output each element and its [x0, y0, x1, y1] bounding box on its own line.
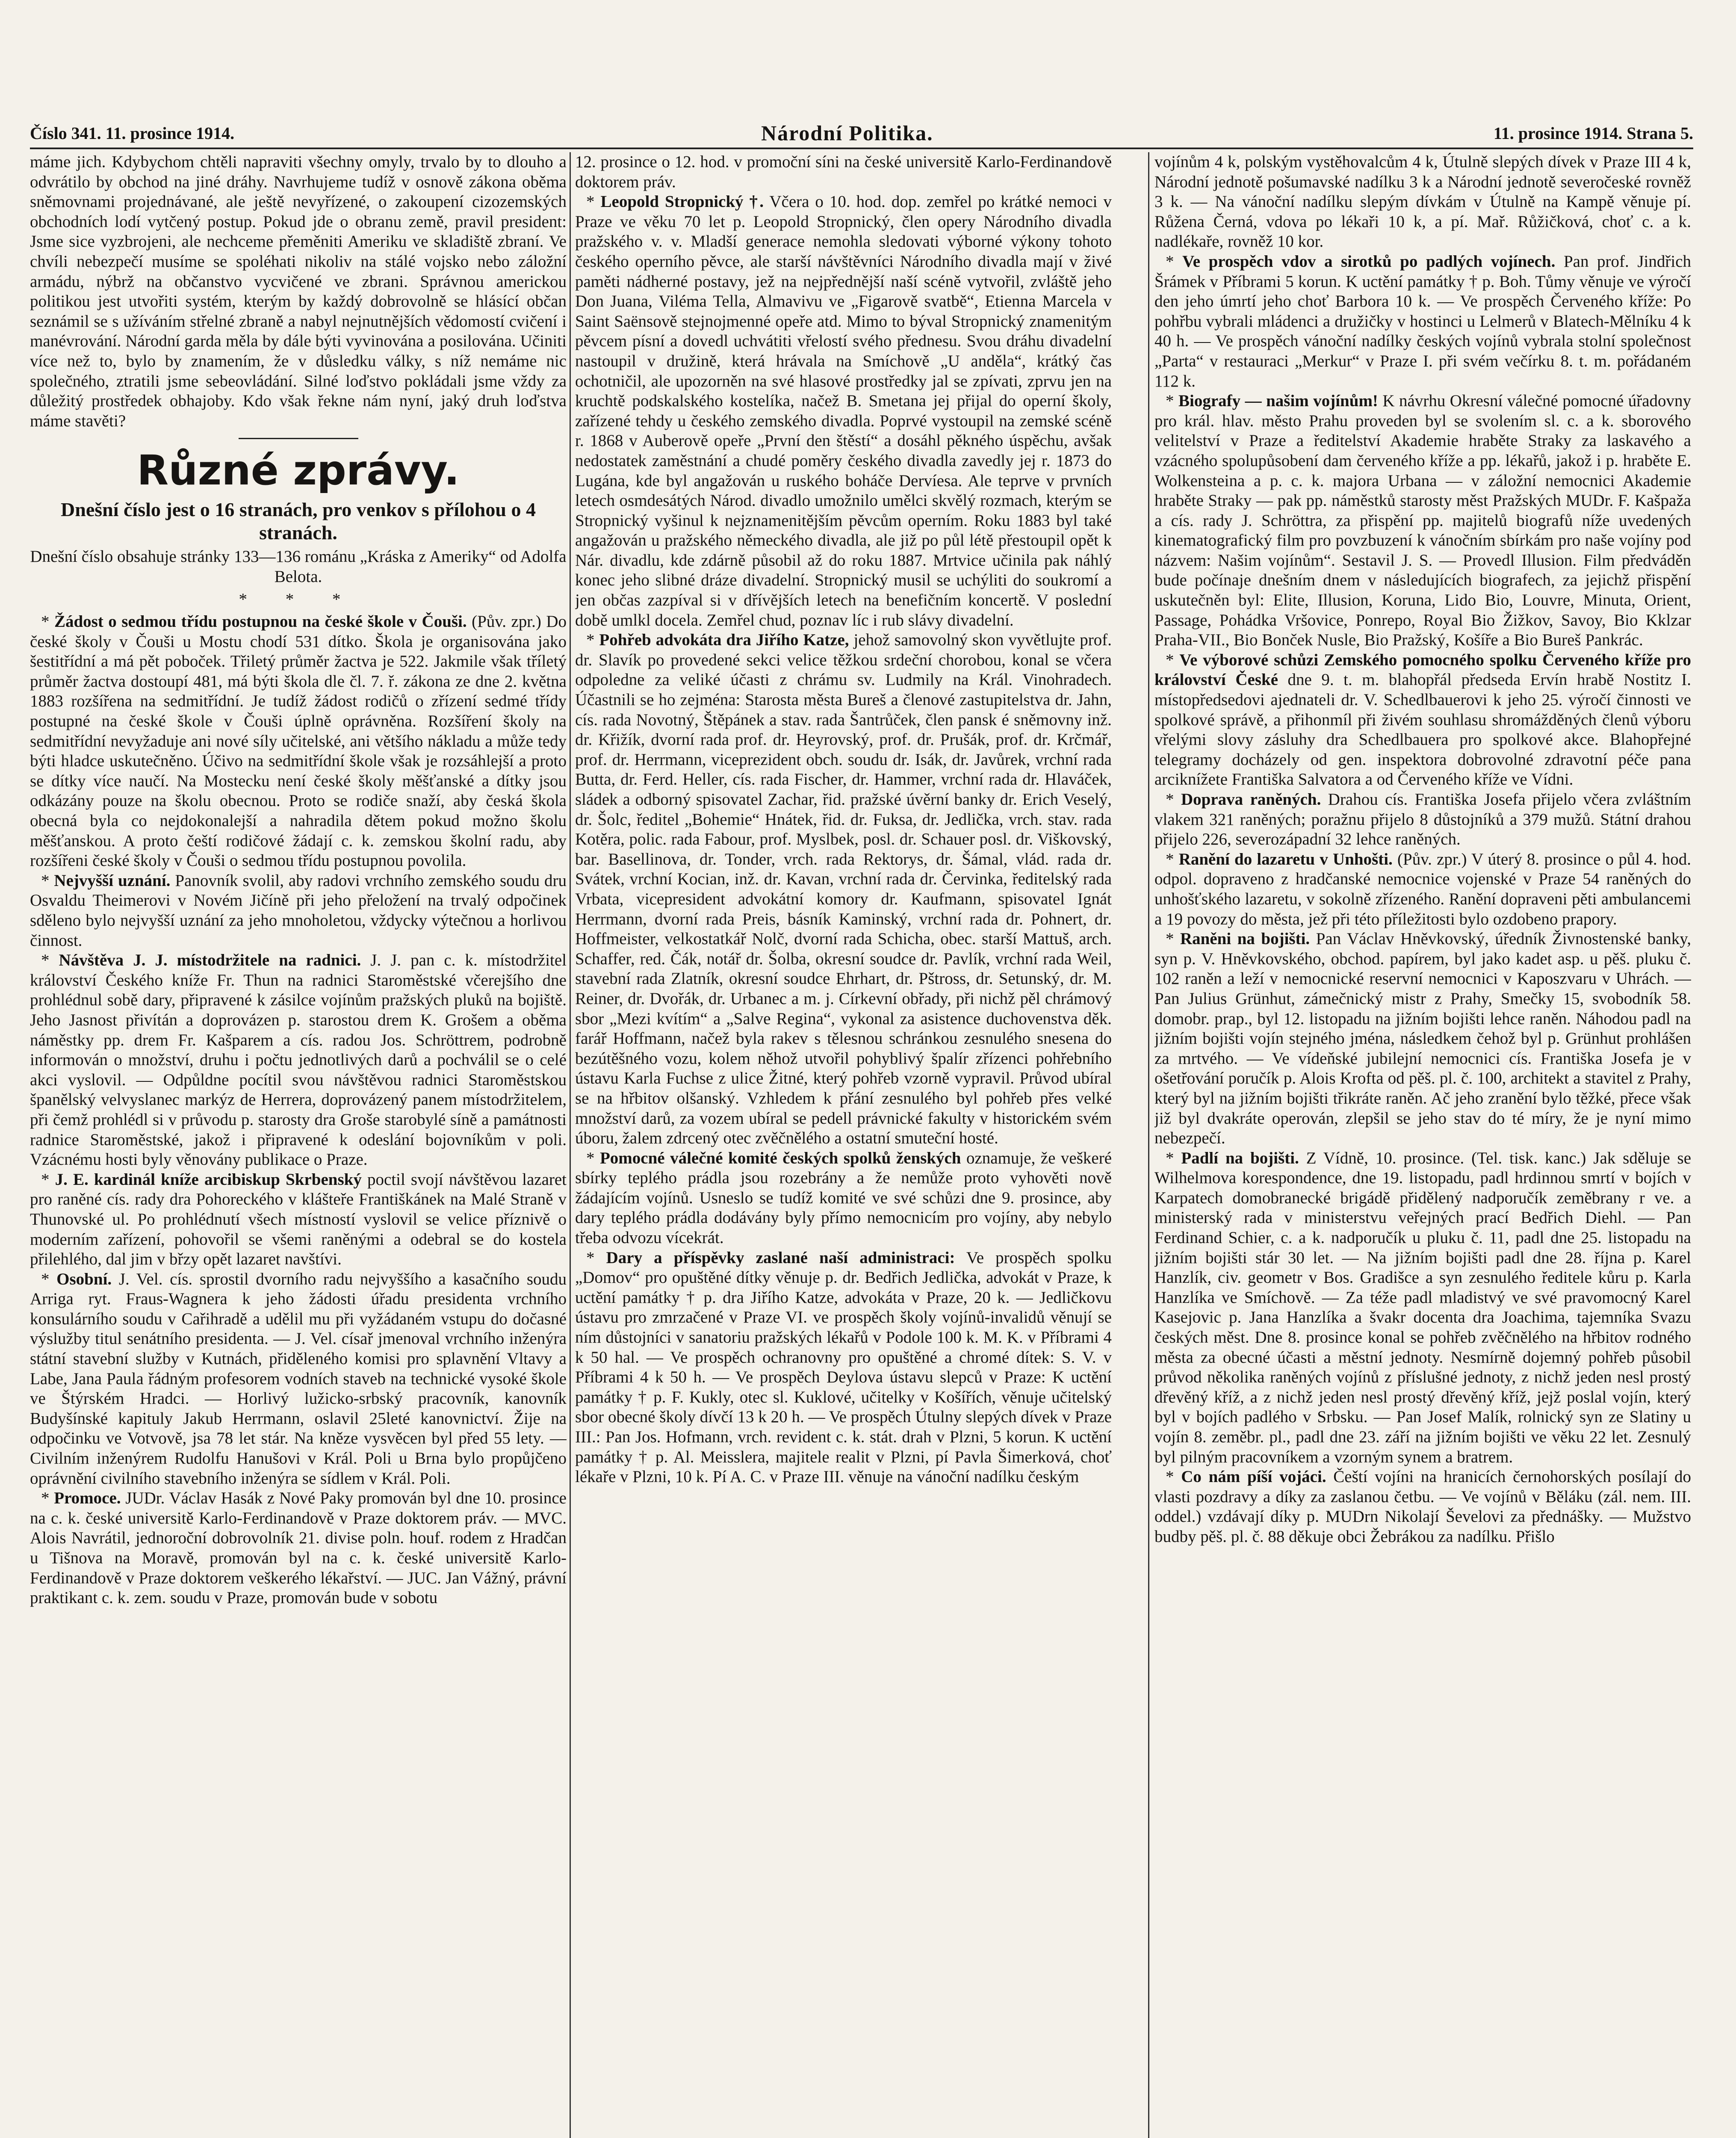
issue-number: Číslo 341. 11. prosince 1914.: [30, 124, 235, 143]
news-item: * Ve prospěch vdov a sirotků po padlých vojínech. Pan prof. Jindřich Šrámek v Příbrami 5 korun. K uctění památky † p. Boh. Tůmy věnuje ve výročí den jeho úmrtí jeho choť Barbora 10 k. — Ve prospěch Červeného kříže: Po pohřbu vybrali mládenci a družičky v hostinci u Lelmerů v Blatech-Mělníku 4 k 40 h. — Ve prospěch vánoční nadílky českých vojínů vybrala stolní společnost „Parta“ v restauraci „Merkur“ v Praze I. při svém večírku 8. t. m. pořádaném 112 k.: [1154, 252, 1691, 390]
news-item: * J. E. kardinál kníže arcibiskup Skrbenský poctil svojí návštěvou lazaret pro raněné cís. rady dra Pohoreckého v klášteře Františkánek na Malé Straně v Thunovské ul. Po prohlédnutí všech místností vyslovil se velice příznivě o moderním zařízení, pohovořil se všemi raněnými a odebral se do kostela přilehlého, dal jim v břzy opět lazaret navštívi.: [30, 1170, 567, 1269]
news-item-headline: Pomocné válečné komité českých spolků ženských: [599, 1149, 961, 1167]
news-item-headline: Ve prospěch vdov a sirotků po padlých vojínech.: [1182, 252, 1556, 271]
news-item-headline: Biografy — našim vojínům!: [1178, 392, 1378, 410]
news-item-headline: Návštěva J. J. místodržitele na radnici.: [59, 951, 361, 970]
news-item-headline: Nejvyšší uznání.: [54, 871, 171, 890]
news-item-headline: Ranění do lazaretu v Unhošti.: [1178, 850, 1393, 868]
column-divider: [570, 152, 571, 2138]
news-item: * Ranění do lazaretu v Unhošti. (Pův. zpr.) V úterý 8. prosince o půl 4. hod. odpol. dopraveno z hradčanské nemocnice vojenské v Praze 54 raněných do unhošťského lazaretu, v sokolně zřízeného. Ranění dopraveni pěti ambulancemi a 19 povozy do města, jež při této příležitosti bylo ozdobeno prapory.: [1154, 850, 1691, 928]
news-item: * Doprava raněných. Drahou cís. Františka Josefa přijelo včera zvláštním vlakem 321 raněných; poražnu přijelo 8 důstojníků a 379 mužů. Státní drahou přijelo 226, severozápadní 32 lehce raněných.: [1154, 790, 1691, 849]
separator-stars: * * *: [239, 590, 358, 608]
news-item-continuation: 12. prosince o 12. hod. v promoční síni na české universitě Karlo-Ferdinandově doktorem práv.: [575, 153, 1112, 191]
news-item-headline: Pohřeb advokáta dra Jiřího Katze,: [599, 631, 849, 650]
news-item: * Biografy — našim vojínům! K návrhu Okresní válečné pomocné úřadovny pro král. hlav. město Prahu proveden byl se svolením sl. c. a k. sborového velitelství v Praze a ředitelství Akademie hraběte Straky za laskavého a vzácného spolupůsobení dam červeného kříže a pp. lékařů, jakož i p. hraběte E. Wolkensteina a p. c. k. majora Urbana — v záložní nemocnici Akademie hraběte Straky — pak pp. náměstků starosty měst Pražských MUDr. F. Kašpaža a cís. rady J. Schröttra, za přispění pp. majitelů biografů níže uvedených kinematografický film pro povzbuzení k vánočním sbírkám pro naše vojíny pod názvem: Našim vojínům“. Sestavil J. S. — Provedl Illusion. Film předváděn bude počínaje dnešním dnem v následujících biografech, za jejichž přispění uskutečněn byl: Elite, Illusion, Koruna, Lido Bio, Louvre, Minuta, Orient, Passage, Pohádka Vršovice, Ponrepo, Royal Bio Žižkov, Savoy, Bio Kklzar Praha-VII., Bio Bonček Nusle, Bio Pražský, Košíře a Bio Bureš Pankrác.: [1154, 392, 1691, 650]
news-item: * Návštěva J. J. místodržitele na radnici. J. J. pan c. k. místodržitel království Českého kníže Fr. Thun na radnici Staroměstské včerejšího dne prohlédnul sobě dary, připravené k zásilce vojínům pražských pluků na bojiště. Jeho Jasnost přivítán a doprovázen p. starostou drem K. Grošem a oběma náměstky pp. drem Fr. Kašparem a cís. radou Jos. Schröttrem, podrobně informován o množství, druhu i počtu jednotlivých darů a pochválil se o celé akci vyslovil. — Odpůldne pocítil svou návštěvou radnici Staroměstskou španělský velvyslanec markýz de Herrera, doprovázený panem místodržitelem, při čemž prohlédl si v průvodu p. starosty dra Groše starobylé síně a památnosti radnice Staroměstské, jakož i připravené k odeslání bojovníkům v poli. Vzácnému hosti byly věnovány publikace o Praze.: [30, 951, 567, 1169]
news-item-text: K návrhu Okresní válečné pomocné úřadovny pro král. hlav. město Prahu proveden byl se svolením sl. c. a k. sborového velitelství v Praze a ředitelství Akademie hraběte Straky za laskavého a vzácného spolupůsobení dam červeného kříže a pp. lékařů, jakož i p. hraběte E. Wolkensteina a p. c. k. majora Urbana — v záložní nemocnici Akademie hraběte Straky — pak pp. náměstků starosty měst Pražských MUDr. F. Kašpaža a cís. rady J. Schröttra, za přispění pp. majitelů biografů níže uvedených kinematografický film pro povzbuzení k vánočním sbírkám pro naše vojíny pod názvem: Našim vojínům“. Sestavil J. S. — Provedl Illusion. Film předváděn bude počínaje dnešním dnem v následujících biografech, za jejichž přispění uskutečněn byl: Elite, Illusion, Koruna, Lido Bio, Louvre, Minuta, Orient, Passage, Pohádka Vršovice, Ponrepo, Royal Bio Žižkov, Savoy, Bio Kklzar Praha-VII., Bio Bonček Nusle, Bio Pražský, Košíře a Bio Bureš Pankrác.: [1154, 392, 1691, 650]
news-item-headline: Leopold Stropnický †.: [600, 192, 764, 211]
news-item-text: Včera o 10. hod. dop. zemřel po krátké nemoci v Praze ve věku 70 let p. Leopold Stropnický, člen opery Národního divadla pražského v. v. Mladší generace nemohla sledovati výborné výkony tohoto českého operního pěvce, ale starší návštěvníci Národního divadla mají v živé paměti nádherné postavy, jež na nejpřednější naší scéně vytvořil, zvláště jeho Don Juana, Viléma Tella, Almavivu ve „Figarově svatbě“, Etienna Marcela v Saint Saënsově stejnojmenné opeře atd. Mimo to býval Stropnický znamenitým pěvcem písní a dovedl uchvátiti vřelostí svého přednesu. Svou dráhu divadelní nastoupil v družině, která hrávala na Smíchově „U anděla“, krátký čas ochotničil, ale upozorněn na své hlasové prostředky jal se zpívati, zprvu jen na kruchtě podskalského kostelíka, načež B. Smetana jej přijal do operní školy, zařízené tehdy u českého zemského divadla. Poprvé vystoupil na zemské scéně r. 1868 v Auberově opeře „První den štěstí“ a dosáhl pěkného úspěchu, avšak nedostatek zaměstnání a chudé poměry českého divadla zavedly jej r. 1873 do Lugána, kde byl angažován u ruského boháče Dervíesa. Ale teprve v prvních letech osmdesátých Národ. divadlo umožnilo umělci skvělý rozmach, kterým se Stropnický vyšinul k nejznamenitějším pěvcům operním. Roku 1883 byl také angažován u pražského německého divadla, ale již po půl létě přestoupil opět k Nár. divadlu, kde zdárně působil až do roku 1887. Mrtvice učinila pak náhlý konec jeho slibné dráze divadelní. Stropnický musil se uchýliti do soukromí a jen občas zazpíval si v dřívějších letech na benefičním koncertě. V poslední době umlkl docela. Zemřel chud, poznav líc i rub slávy divadelní.: [575, 192, 1112, 629]
news-item-text: Pan prof. Jindřich Šrámek v Příbrami 5 korun. K uctění památky † p. Boh. Tůmy věnuje ve výročí den jeho úmrtí jeho choť Barbora 10 k. — Ve prospěch Červeného kříže: Po pohřbu vybrali mládenci a družičky v hostinci u Lelmerů v Blatech-Mělníku 4 k 40 h. — Ve prospěch vánoční nadílky českých vojínů vybrala stolní společnost „Parta“ v restauraci „Merkur“ v Praze I. při svém večírku 8. t. m. pořádaném 112 k.: [1154, 252, 1691, 390]
news-item-headline: Padlí na bojišti.: [1181, 1149, 1299, 1167]
column-1: [30, 152, 567, 2138]
news-item-text: J. J. pan c. k. místodržitel království Českého kníže Fr. Thun na radnici Staroměstské včerejšího dne prohlédnul sobě dary, připravené k zásilce vojínům pražských pluků na bojiště. Jeho Jasnost přivítán a doprovázen p. starostou drem K. Grošem a oběma náměstky pp. drem Fr. Kašparem a cís. radou Jos. Schröttrem, podrobně informován o množství, druhu i počtu jednotlivých darů a pochválil se o celé akci vyslovil. — Odpůldne pocítil svou návštěvou radnici Staroměstskou španělský velvyslanec markýz de Herrera, doprovázený panem místodržitelem, při čemž prohlédl si v průvodu p. starosty dra Groše starobylé síně a památnosti radnice Staroměstské, jakož i připravené k odeslání bojovníkům v poli. Vzácnému hosti byly věnovány publikace o Praze.: [30, 951, 567, 1169]
column-2: [575, 152, 1112, 2138]
news-item: * Padlí na bojišti. Z Vídně, 10. prosince. (Tel. tisk. kanc.) Jak sděluje se Wilhelmova korespondence, dne 19. listopadu, padl hrdinnou smrtí v bojích v Karpatech domobranecké brigádě přidělený nadporučík zeměbrany r ve. a ministerský rada v ministerstvu veřejných prací Bedřich Diehl. — Pan Ferdinand Schier, c. a k. nadporučík u pluku č. 11, padl dne 25. listopadu na jižním bojišti stár 30 let. — Na jižním bojišti padl dne 28. října p. Karel Hanzlík, civ. geometr v Bos. Gradišce a syn zesnulého ředitele kůru p. Karla Hanzlíka ve Smíchově. — Za téže padl mladistvý ve své pravomocný Karel Kasejovic p. Jana Hanzlíka a švakr docenta dra Joachima, tajemníka Svazu českých měst. Dne 8. prosince konal se pohřeb zvěčnělého na hřbitov rodného města za obecné účasti a městní jednoty. Nesmírně dojemný pohřeb působil průvod několika raněných vojínů z příslušné jednoty, z nichž jeden nesl prostý dřevěný kříž, a z nichž jeden nesl prostý dřevěný kříž, jejž poslal vojín, který byl v bojích padlého v Srbsku. — Pan Josef Malík, rolnický syn ze Slatiny u vojín 8. zeměbr. pl., padl dne 23. září na jižním bojišti ve věku 22 let. Zesnulý byl pilným pracovníkem a vzorným synem a bratrem.: [1154, 1149, 1691, 1466]
news-item-text: Čeští vojíni na hranicích černohorských posílají do vlasti pozdravy a díky za zaslanou četbu. — Ve vojínů v Běláku (zál. nem. III. oddel.) vzdávají díky p. MUDrn Nikolají Ševelovi za přednášky. — Mužstvo budby pěš. pl. č. 88 děkuje obci Žebrákou za nadílku. Přišlo: [1154, 1468, 1691, 1546]
news-item-text: jehož samovolný skon vyvětlujte prof. dr. Slavík po provedené sekci velice těžkou srdeční chorobou, konal se včera odpoledne za veliké účasti z chrámu sv. Ludmily na Král. Vinohradech. Účastnili se ho zejména: Starosta města Bureš a členové zastupitelstva dr. Jahn, cís. rada Novotný, Štěpánek a stav. rada Šantrůček, člen pansk é sněmovny inž. dr. Křižík, dvorní rada prof. dr. Heyrovský, prof. dr. Prušák, prof. dr. Krčmář, prof. dr. Herrmann, viceprezident obch. soudu dr. Isák, dr. Javůrek, vrchní rada Butta, dr. Ferd. Heller, cís. rada Fischer, dr. Hammer, vrchní rada dr. Hlaváček, sládek a odborný spisovatel Zachar, řid. pražské úvěrní banky dr. Erich Veselý, dr. Šolc, ředitel „Bohemie“ Hnátek, řid. dr. Fuksa, dr. Jedlička, vrch. stav. rada Kotěra, polic. rada Fabour, prof. Myslbek, posl. dr. Schauer posl. dr. Viškovský, bar. Basellinova, dr. Tonder, vrch. rada Rektorys, dr. Šámal, vlád. rada dr. Svátek, vrchní Kocian, inž. dr. Kavan, vrchní rada dr. Červinka, ředitelský rada Vrbata, vicepresident advokátní komory dr. Kaufmann, spisovatel Ignát Herrmann, dvorní rada Preis, básník Kaminský, vrchní rada dr. Pohnert, dr. Hoffmeister, velkostatkář Nolč, dvorní rada Schicha, obec. starší Mattuš, arch. Schaffer, red. Čák, notář dr. Šolba, okresní soudce dr. Pavlík, vrchní rada Weil, stavební rada Zlatník, okresní soudce Ehrhart, dr. Pštross, dr. Setunský, dr. M. Reiner, dr. Dvořák, dr. Urbanec a m. j. Církevní obřady, při nichž pěl chrámový sbor „Mezi kvítím“ a „Salve Regina“, vykonal za asistence duchovenstva děk. farář Hoffmann, načež byla rakev s tělesnou schránkou zesnulého snesena do bezútěšného vozu, kolem něhož utvořil pohyblivý špalír zřízenci pohřebního ústavu Karla Fuchse z ulice Žitné, který pohřeb vzorně vypravil. Průvod ubíral se na hřbitov olšanský. Vzhledem k přání zesnulého byl pohřeb přes velké množství darů, za vozem ubíral se pedell právnické fakulty v historickém svém úboru, žalem zdrcený otec zvěčnělého a ostatní smuteční hosté.: [575, 631, 1112, 1148]
news-item-headline: J. E. kardinál kníže arcibiskup Skrbenský: [55, 1170, 362, 1189]
news-item-headline: Doprava raněných.: [1181, 790, 1321, 809]
news-item-headline: Osobní.: [56, 1270, 112, 1288]
news-item: * Leopold Stropnický †. Včera o 10. hod. dop. zemřel po krátké nemoci v Praze ve věku 70 let p. Leopold Stropnický, člen opery Národního divadla pražského v. v. Mladší generace nemohla sledovati výborné výkony tohoto českého operního pěvce, ale starší návštěvníci Národního divadla mají v živé paměti nádherné postavy, jež na nejpřednější naší scéně vytvořil, zvláště jeho Don Juana, Viléma Tella, Almavivu ve „Figarově svatbě“, Etienna Marcela v Saint Saënsově stejnojmenné opeře atd. Mimo to býval Stropnický znamenitým pěvcem písní a dovedl uchvátiti vřelostí svého přednesu. Svou dráhu divadelní nastoupil v družině, která hrávala na Smíchově „U anděla“, krátký čas ochotničil, ale upozorněn na své hlasové prostředky jal se zpívati, zprvu jen na kruchtě podskalského kostelíka, načež B. Smetana jej přijal do operní školy, zařízené tehdy u českého zemského divadla. Poprvé vystoupil na zemské scéně r. 1868 v Auberově opeře „První den štěstí“ a dosáhl pěkného úspěchu, avšak nedostatek zaměstnání a chudé poměry českého divadla zavedly jej r. 1873 do Lugána, kde byl angažován u ruského boháče Dervíesa. Ale teprve v prvních letech osmdesátých Národ. divadlo umožnilo umělci skvělý rozmach, kterým se Stropnický vyšinul k nejznamenitějším pěvcům operním. Roku 1883 byl také angažován u pražského německého divadla, ale již po půl létě přestoupil opět k Nár. divadlu, kde zdárně působil až do roku 1887. Mrtvice učinila pak náhlý konec jeho slibné dráze divadelní. Stropnický musil se uchýliti do soukromí a jen občas zazpíval si v dřívějších letech na benefičním koncertě. V poslední době umlkl docela. Zemřel chud, poznav líc i rub slávy divadelní.: [575, 192, 1112, 629]
news-item-text: poctil svojí návštěvou lazaret pro raněné cís. rady dra Pohoreckého v klášteře Františkánek na Malé Straně v Thunovské ul. Po prohlédnutí všech místností vyslovil se velice příznivě o moderním zařízení, pohovořil se všemi raněnými a odebral se do kostela přilehlého, dal jim v břzy opět lazaret navštívi.: [30, 1170, 567, 1269]
news-item-text: JUDr. Václav Hasák z Nové Paky promován byl dne 10. prosince na c. k. české universitě Karlo-Ferdinandově v Praze doktorem práv. — MVC. Alois Navrátil, jednoroční dobrovolník 21. divise poln. houf. rodem z Hradčan u Tišnova na Moravě, promován byl na c. k. české universitě Karlo-Ferdinandově v Praze doktorem veškerého lékařství. — JUC. Jan Vážný, právní praktikant c. k. zem. soudu v Praze, promován bude v sobotu: [30, 1489, 567, 1607]
news-item: * Co nám píší vojáci. Čeští vojíni na hranicích černohorských posílají do vlasti pozdravy a díky za zaslanou četbu. — Ve vojínů v Běláku (zál. nem. III. oddel.) vzdávají díky p. MUDrn Nikolají Ševelovi za přednášky. — Mužstvo budby pěš. pl. č. 88 děkuje obci Žebrákou za nadílku. Přišlo: [1154, 1468, 1691, 1546]
news-item: * Osobní. J. Vel. cís. sprostil dvorního radu nejvyššího a kasačního soudu Arriga ryt. Fraus-Wagnera k jeho žádosti úřadu presidenta vrchního konsulárního soudu v Cařihradě a udělil mu při vyžádaném vstupu do dočasné výslužby titul senátního presidenta. — J. Vel. císař jmenoval vrchního inženýra státní stavební služby v Kutnách, přiděleného komisi pro splavnění Vltavy a Labe, Jana Paula řádným profesorem vodních staveb na technické vysoké škole ve Štýrském Hradci. — Horlivý lužicko-srbský pracovník, kanovník Budyšínské kapituly Jakub Herrmann, oslavil 25leté kanovnictví. Žije na odpočinku ve Votvově, jsa 78 let stár. Na kněze vysvěcen byl před 55 lety. — Civilním inženýrem Rudolfu Hanušovi v Král. Poli u Brna bylo propůjčeno oprávnění civilního stavebního inženýra se sídlem v Král. Poli.: [30, 1270, 567, 1488]
news-item-headline: Promoce.: [54, 1489, 121, 1508]
column-divider: [1148, 152, 1149, 2138]
news-item-text: Ve prospěch spolku „Domov“ pro opuštěné dítky věnuje p. dr. Bedřich Jedlička, advokát v Praze, k uctění památky † p. dra Jiřího Katze, advokáta v Praze, 20 k. — Jedličkovu ústavu pro zmrzačené v Praze VI. ve prospěch školy vojínů-invalidů věnují se ním důstojníci v sanatoriu pražských lékařů v Podole 100 k. M. K. v Příbrami 4 k 50 hal. — Ve prospěch ochranovny pro opuštěné a chromé dítek: S. V. v Příbrami 4 k 50 h. — Ve prospěch Deylova ústavu slepců v Praze: K uctění památky † p. F. Kukly, otec sl. Kuklové, učitelky v Košířích, věnuje učitelský sbor obecné školy dívčí 13 k 20 h. — Ve prospěch Útulny slepých dívek v Praze III.: Pan Jos. Hofmann, vrch. revident c. k. stát. drah v Plzni, 5 korun. K uctění památky † p. Al. Meisslera, majitele realit v Plzni, pí Pavla Šimerková, choť lékaře v Plzni, 10 k. Pí A. C. v Praze III. věnuje na vánoční nadílku českým: [575, 1248, 1112, 1486]
news-item: * Nejvyšší uznání. Panovník svolil, aby radovi vrchního zemského soudu dru Osvaldu Theimerovi v Novém Jičíně při jeho přeložení na trvalý odpočinek sděleno bylo nejvyšší uznání za jeho mnoholetou, vždycky výtečnou a horlivou činnost.: [30, 871, 567, 950]
news-item-headline: Co nám píší vojáci.: [1181, 1468, 1326, 1486]
news-item: * Dary a příspěvky zaslané naší administraci: Ve prospěch spolku „Domov“ pro opuštěné dítky věnuje p. dr. Bedřich Jedlička, advokát v Praze, k uctění památky † p. dra Jiřího Katze, advokáta v Praze, 20 k. — Jedličkovu ústavu pro zmrzačené v Praze VI. ve prospěch školy vojínů-invalidů věnují se ním důstojníci v sanatoriu pražských lékařů v Podole 100 k. M. K. v Příbrami 4 k 50 hal. — Ve prospěch ochranovny pro opuštěné a chromé dítek: S. V. v Příbrami 4 k 50 h. — Ve prospěch Deylova ústavu slepců v Praze: K uctění památky † p. F. Kukly, otec sl. Kuklové, učitelky v Košířích, věnuje učitelský sbor obecné školy dívčí 13 k 20 h. — Ve prospěch Útulny slepých dívek v Praze III.: Pan Jos. Hofmann, vrch. revident c. k. stát. drah v Plzni, 5 korun. K uctění památky † p. Al. Meisslera, majitele realit v Plzni, pí Pavla Šimerková, choť lékaře v Plzni, 10 k. Pí A. C. v Praze III. věnuje na vánoční nadílku českým: [575, 1248, 1112, 1486]
issue-notice: Dnešní číslo jest o 16 stranách, pro venkov s přílohou o 4 stranách.: [61, 499, 536, 544]
news-item-headline: Ve výborové schůzi Zemského pomocného spolku Červeného kříže pro království České: [1154, 650, 1691, 689]
newspaper-title: Národní Politika.: [761, 121, 933, 145]
issue-notice-detail: Dnešní číslo obsahuje stránky 133—136 románu „Kráska z Ameriky“ od Adolfa Belota.: [30, 547, 567, 586]
news-item-text: dne 9. t. m. blahopřál předseda Ervín hrabě Nostitz I. místopředsedovi ajednateli dr. V. Schedlbauerovi k jeho 25. výročí činnosti ve spolkové správě, a přihonmíl při živém souhlasu shromážděných členů výboru vřelými slovy zásluhy dra Schedlbauera pro spolkové akce. Blahopřejné telegramy docházely od gen. inspektora dobrovolné zdravotní péče pana arciknížete Františka Salvatora a od Červeného kříže ve Vídni.: [1154, 670, 1691, 789]
date-and-page: 11. prosince 1914. Strana 5.: [1493, 124, 1693, 143]
news-item: * Raněni na bojišti. Pan Václav Hněvkovský, úředník Živnostenské banky, syn p. V. Hněvkovského, obchod. papírem, byl jako kadet asp. u pěš. pluku č. 102 raněn a leží v nemocnické reservní nemocnici v Kaposzvaru v Uhrách. — Pan Julius Grünhut, zámečnický mistr z Prahy, Smečky 15, svobodník 58. domobr. prap., byl 12. listopadu na jižním bojišti lehce raněn. Náhodou padl na jižním bojišti vojín stejného jména, následkem čehož byl p. Grünhut prohlášen za mrtvého. — Ve vídeňské jubilejní nemocnici cís. Františka Josefa je v ošetřování poručík p. Alois Krofta od pěš. pl. č. 100, architekt a stavitel z Prahy, který byl na jižním bojišti třikráte raněn. Ač jeho zranění bylo těžké, přece však již byl dvakráte operován, zlepšil se jeho stav do té míry, že je nyní mimo nebezpečí.: [1154, 930, 1691, 1148]
news-item-text: (Pův. zpr.) Do české školy v Čouši u Mostu chodí 531 dítko. Škola je organisována jako šestitřídní a má pět poboček. Třiletý průměr žactva je 522. Jakmile však tříletý průměr žactva dostoupí 481, má býti škola dle čl. 7. ř. zákona ze dne 2. května 1883 rozšířena na sedmitřídní. Je tudíž žádost rodičů o zřízení sedmé třídy postupné na české škole v Čouši úplně oprávněna. Rozšíření školy na sedmitřídní nevyžaduje ani nové síly učitelské, ani většího nákladu a může tedy býti hladce uskutečněno. Účivo na sedmitřídní škole však je rozsáhlejší a proto se dítky více naučí. Na Mostecku není české školy měšťanské a dítky jsou odkázány pouze na školu obecnou. Proto se rodiče snaží, aby česká škola obecná byla co nejdokonalejší a nahradila dětem pokud možno školu měšťanskou. A proto čeští rodičové žádají c. k. zemskou školní radu, aby rozšířeni české školy v Čouši o sedmou třídu postupnou povolila.: [30, 612, 567, 870]
news-item-text: Drahou cís. Františka Josefa přijelo včera zvláštním vlakem 321 raněných; poražnu přijelo 8 důstojníků a 379 mužů. Státní drahou přijelo 226, severozápadní 32 lehce raněných.: [1154, 790, 1691, 849]
news-item: * Ve výborové schůzi Zemského pomocného spolku Červeného kříže pro království České dne 9. t. m. blahopřál předseda Ervín hrabě Nostitz I. místopředsedovi ajednateli dr. V. Schedlbauerovi k jeho 25. výročí činnosti ve spolkové správě, a přihonmíl při živém souhlasu shromážděných členů výboru vřelými slovy zásluhy dra Schedlbauera pro spolkové akce. Blahopřejné telegramy docházely od gen. inspektora dobrovolné zdravotní péče pana arciknížete Františka Salvatora a od Červeného kříže ve Vídni.: [1154, 650, 1691, 789]
news-item-text: J. Vel. cís. sprostil dvorního radu nejvyššího a kasačního soudu Arriga ryt. Fraus-Wagnera k jeho žádosti úřadu presidenta vrchního konsulárního soudu v Cařihradě a udělil mu při vyžádaném vstupu do dočasné výslužby titul senátního presidenta. — J. Vel. císař jmenoval vrchního inženýra státní stavební služby v Kutnách, přiděleného komisi pro splavnění Vltavy a Labe, Jana Paula řádným profesorem vodních staveb na technické vysoké škole ve Štýrském Hradci. — Horlivý lužicko-srbský pracovník, kanovník Budyšínské kapituly Jakub Herrmann, oslavil 25leté kanovnictví. Žije na odpočinku ve Votvově, jsa 78 let stár. Na kněze vysvěcen byl před 55 lety. — Civilním inženýrem Rudolfu Hanušovi v Král. Poli u Brna bylo propůjčeno oprávnění civilního stavebního inženýra se sídlem v Král. Poli.: [30, 1270, 567, 1488]
section-rule: [239, 438, 358, 439]
section-title: Různé zprávy.: [137, 446, 460, 495]
news-item-continuation: vojínům 4 k, polským vystěhovalcům 4 k, Útulně slepých dívek v Praze III 4 k, Národní jednotě pošumavské nadílku 3 k a Národní jednotě severočeské rovněž 3 k. — Na vánoční nadílku slepým dívkám v Útulně na Kampě věnuje pí. Růžena Černá, vdova po lékaři 10 k, a pí. Mař. Růžičková, choť c. a k. nadlékaře, rovněž 10 kor.: [1154, 153, 1691, 251]
news-item-text: oznamuje, že veškeré sbírky teplého prádla jsou rozebrány a že nemůže proto vyhověti nově žádajícím vojínů. Usneslo se tudíž komité ve své schůzi dne 9. prosince, aby dary teplého prádla dodávány byly přímo nemocnicím pro vojíny, aby nebylo třeba odvozu vícekrát.: [575, 1149, 1112, 1247]
news-item-headline: Dary a příspěvky zaslané naší administraci:: [606, 1248, 955, 1267]
news-item-text: Z Vídně, 10. prosince. (Tel. tisk. kanc.) Jak sděluje se Wilhelmova korespondence, dne 19. listopadu, padl hrdinnou smrtí v bojích v Karpatech domobranecké brigádě přidělený nadporučík zeměbrany r ve. a ministerský rada v ministerstvu veřejných prací Bedřich Diehl. — Pan Ferdinand Schier, c. a k. nadporučík u pluku č. 11, padl dne 25. listopadu na jižním bojišti stár 30 let. — Na jižním bojišti padl dne 28. října p. Karel Hanzlík, civ. geometr v Bos. Gradišce a syn zesnulého ředitele kůru p. Karla Hanzlíka ve Smíchově. — Za téže padl mladistvý ve své pravomocný Karel Kasejovic p. Jana Hanzlíka a švakr docenta dra Joachima, tajemníka Svazu českých měst. Dne 8. prosince konal se pohřeb zvěčnělého na hřbitov rodného města za obecné účasti a městní jednoty. Nesmírně dojemný pohřeb působil průvod několika raněných vojínů z příslušné jednoty, z nichž jeden nesl prostý dřevěný kříž, a z nichž jeden nesl prostý dřevěný kříž, jejž poslal vojín, který byl v bojích padlého v Srbsku. — Pan Josef Malík, rolnický syn ze Slatiny u vojín 8. zeměbr. pl., padl dne 23. září na jižním bojišti ve věku 22 let. Zesnulý byl pilným pracovníkem a vzorným synem a bratrem.: [1154, 1149, 1691, 1466]
news-item-headline: Raněni na bojišti.: [1180, 930, 1310, 948]
column-3: [1154, 152, 1691, 2138]
news-item-text: (Pův. zpr.) V úterý 8. prosince o půl 4. hod. odpol. dopraveno z hradčanské nemocnice vojenské v Praze 54 raněných do unhošťského lazaretu, v sokolně zřízeného. Ranění dopraveni pěti ambulancemi a 19 povozy do města, jež při této příležitosti bylo ozdobeno prapory.: [1154, 850, 1691, 928]
news-item: * Pomocné válečné komité českých spolků ženských oznamuje, že veškeré sbírky teplého prádla jsou rozebrány a že nemůže proto vyhověti nově žádajícím vojínů. Usneslo se tudíž komité ve své schůzi dne 9. prosince, aby dary teplého prádla dodávány byly přímo nemocnicím pro vojíny, aby nebylo třeba odvozu vícekrát.: [575, 1149, 1112, 1247]
news-item-text: Panovník svolil, aby radovi vrchního zemského soudu dru Osvaldu Theimerovi v Novém Jičíně při jeho přeložení na trvalý odpočinek sděleno bylo nejvyšší uznání za jeho mnoholetou, vždycky výtečnou a horlivou činnost.: [30, 871, 567, 950]
news-item-headline: Žádost o sedmou třídu postupnou na české škole v Čouši.: [54, 612, 467, 631]
news-item: * Pohřeb advokáta dra Jiřího Katze, jehož samovolný skon vyvětlujte prof. dr. Slavík po provedené sekci velice těžkou srdeční chorobou, konal se včera odpoledne za veliké účasti z chrámu sv. Ludmily na Král. Vinohradech. Účastnili se ho zejména: Starosta města Bureš a členové zastupitelstva dr. Jahn, cís. rada Novotný, Štěpánek a stav. rada Šantrůček, člen pansk é sněmovny inž. dr. Křižík, dvorní rada prof. dr. Heyrovský, prof. dr. Prušák, prof. dr. Krčmář, prof. dr. Herrmann, viceprezident obch. soudu dr. Isák, dr. Javůrek, vrchní rada Butta, dr. Ferd. Heller, cís. rada Fischer, dr. Hammer, vrchní rada dr. Hlaváček, sládek a odborný spisovatel Zachar, řid. pražské úvěrní banky dr. Erich Veselý, dr. Šolc, ředitel „Bohemie“ Hnátek, řid. dr. Fuksa, dr. Jedlička, vrch. stav. rada Kotěra, polic. rada Fabour, prof. Myslbek, posl. dr. Schauer posl. dr. Viškovský, bar. Basellinova, dr. Tonder, vrch. rada Rektorys, dr. Šámal, vlád. rada dr. Svátek, vrchní Kocian, inž. dr. Kavan, vrchní rada dr. Červinka, ředitelský rada Vrbata, vicepresident advokátní komory dr. Kaufmann, spisovatel Ignát Herrmann, dvorní rada Preis, básník Kaminský, vrchní rada dr. Pohnert, dr. Hoffmeister, velkostatkář Nolč, dvorní rada Schicha, obec. starší Mattuš, arch. Schaffer, red. Čák, notář dr. Šolba, okresní soudce dr. Pavlík, vrchní rada Weil, stavební rada Zlatník, okresní soudce Ehrhart, dr. Pštross, dr. Setunský, dr. M. Reiner, dr. Dvořák, dr. Urbanec a m. j. Církevní obřady, při nichž pěl chrámový sbor „Mezi kvítím“ a „Salve Regina“, vykonal za asistence duchovenstva děk. farář Hoffmann, načež byla rakev s tělesnou schránkou zesnulého snesena do bezútěšného vozu, kolem něhož utvořil pohyblivý špalír zřízenci pohřebního ústavu Karla Fuchse z ulice Žitné, který pohřeb vzorně vypravil. Průvod ubíral se na hřbitov olšanský. Vzhledem k přání zesnulého byl pohřeb přes velké množství darů, za vozem ubíral se pedell právnické fakulty v historickém svém úboru, žalem zdrcený otec zvěčnělého a ostatní smuteční hosté.: [575, 631, 1112, 1148]
news-item: * Promoce. JUDr. Václav Hasák z Nové Paky promován byl dne 10. prosince na c. k. české universitě Karlo-Ferdinandově v Praze doktorem práv. — MVC. Alois Navrátil, jednoroční dobrovolník 21. divise poln. houf. rodem z Hradčan u Tišnova na Moravě, promován byl na c. k. české universitě Karlo-Ferdinandově v Praze doktorem veškerého lékařství. — JUC. Jan Vážný, právní praktikant c. k. zem. soudu v Praze, promován bude v sobotu: [30, 1489, 567, 1607]
news-item-text: Pan Václav Hněvkovský, úředník Živnostenské banky, syn p. V. Hněvkovského, obchod. papírem, byl jako kadet asp. u pěš. pluku č. 102 raněn a leží v nemocnické reservní nemocnici v Kaposzvaru v Uhrách. — Pan Julius Grünhut, zámečnický mistr z Prahy, Smečky 15, svobodník 58. domobr. prap., byl 12. listopadu na jižním bojišti lehce raněn. Náhodou padl na jižním bojišti vojín stejného jména, následkem čehož byl p. Grünhut prohlášen za mrtvého. — Ve vídeňské jubilejní nemocnici cís. Františka Josefa je v ošetřování poručík p. Alois Krofta od pěš. pl. č. 100, architekt a stavitel z Prahy, který byl na jižním bojišti třikráte raněn. Ač jeho zranění bylo těžké, přece však již byl dvakráte operován, zlepšil se jeho stav do té míry, že je nyní mimo nebezpečí.: [1154, 930, 1691, 1148]
article-paragraph: máme jich. Kdybychom chtěli napraviti všechny omyly, trvalo by to dlouho a odvrátilo by obchod na jiné dráhy. Navrhujeme tudíž v osnově zákona oběma sněmovnami projednávané, ale ještě nevyřízené, o zakoupení cizozemských obchodních lodí vytčený postup. Pokud jde o obranu země, pravil president: Jsme sice vyzbrojeni, ale nechceme přeměniti Ameriku ve skladiště zbraní. Ve chvíli nebezpečí musíme se spoléhati nikoliv na stálé vojsko nebo záložní armádu, nýbrž na občanstvo vycvičené ve zbrani. Správnou americkou politikou jest utvořiti systém, kterým by každý dobrovolně se hlásící občan seznámil se s užíváním střelné zbraně a nabyl nejnutnějších vědomostí cvičení i manévrování. Národní garda měla by dále býti vyvinována a posilována. Učiniti více než to, bylo by znamením, že v důsledku války, s níž nemáme nic společného, ztratili jsme sebeovládání. Silné loďstvo pokládali jsme vždy za důležitý prostředek obhajoby. Kdo však řekne nám nyní, jaký druh loďstva máme stavěti?: [30, 153, 567, 430]
header-rule: [30, 148, 1693, 149]
news-item: * Žádost o sedmou třídu postupnou na české škole v Čouši. (Pův. zpr.) Do české školy v Čouši u Mostu chodí 531 dítko. Škola je organisována jako šestitřídní a má pět poboček. Třiletý průměr žactva je 522. Jakmile však tříletý průměr žactva dostoupí 481, má býti škola dle čl. 7. ř. zákona ze dne 2. května 1883 rozšířena na sedmitřídní. Je tudíž žádost rodičů o zřízení sedmé třídy postupné na české škole v Čouši úplně oprávněna. Rozšíření školy na sedmitřídní nevyžaduje ani nové síly učitelské, ani většího nákladu a může tedy býti hladce uskutečněno. Účivo na sedmitřídní škole však je rozsáhlejší a proto se dítky více naučí. Na Mostecku není české školy měšťanské a dítky jsou odkázány pouze na školu obecnou. Proto se rodiče snaží, aby česká škola obecná byla co nejdokonalejší a nahradila dětem pokud možno školu měšťanskou. A proto čeští rodičové žádají c. k. zemskou školní radu, aby rozšířeni české školy v Čouši o sedmou třídu postupnou povolila.: [30, 612, 567, 870]
